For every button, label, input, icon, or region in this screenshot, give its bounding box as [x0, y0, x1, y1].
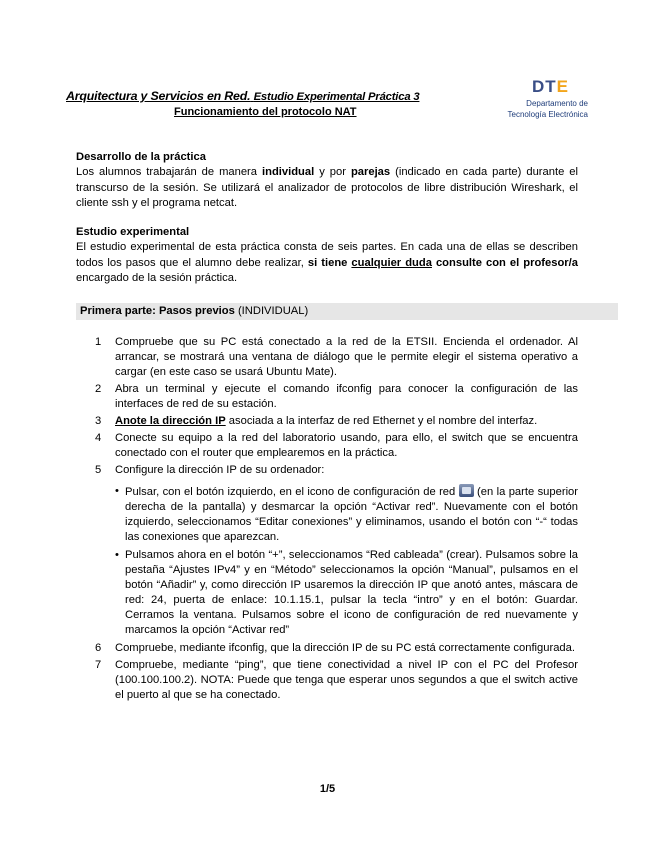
logo-e: E	[556, 77, 570, 96]
part1-heading-bar: Primera parte: Pasos previos (INDIVIDUAL)	[76, 303, 618, 320]
logo-department-name: Tecnología Electrónica	[507, 110, 588, 119]
bullet-item: • Pulsamos ahora en el botón “+”, seleccionamos “Red cableada” (crear). Pulsamos sobre la pestaña “Ajustes IPv4” y en “Método” seleccionamos la opción “Manual”, pulsamos en el botón “Añadir” y, como dirección IP usaremos la dirección IP que anotó antes, máscara de red: 24, puerta de enlace: 10.1.15.1, pulsar la tecla “intro” y en el botón: Guardar. Cerramos la ventana. Pulsamos sobre el icono de configuración de red nuevamente y marcamos la opción “Activar red”	[115, 549, 578, 636]
list-item: 7 Compruebe, mediante “ping”, que tiene conectividad a nivel IP con el PC del Profesor (100.100.100.2). NOTA: Puede que tenga que esperar unos segundos a que el switch active el puerto al que se ha conectado.	[95, 659, 578, 701]
document-subtitle: Funcionamiento del protocolo NAT	[174, 106, 357, 118]
logo-dt: DT	[532, 77, 557, 96]
dte-logo	[500, 77, 596, 123]
steps-list	[95, 335, 578, 705]
title-sub: Estudio Experimental Práctica 3	[253, 91, 420, 103]
list-item: 3 Anote la dirección IP asociada a la interfaz de red Ethernet y el nombre del interfaz.	[95, 415, 538, 427]
title-main: Arquitectura y Servicios en Red.	[66, 89, 251, 103]
logo-department: Departamento de	[526, 99, 588, 108]
list-item: 5 Configure la dirección IP de su ordenador:	[95, 464, 325, 476]
network-config-icon	[459, 484, 474, 497]
list-item: 6 Compruebe, mediante ifconfig, que la dirección IP de su PC está correctamente configurada.	[95, 642, 575, 654]
dte-logo-mark	[532, 77, 569, 97]
estudio-heading: Estudio experimental	[76, 226, 190, 239]
estudio-paragraph: El estudio experimental de esta práctica consta de seis partes. En cada una de ellas se describen todos los pasos que el alumno debe realizar, si tiene cualquier duda consulte con el profesor/a encargado de la sesión práctica.	[76, 241, 578, 285]
list-item: 4 Conecte su equipo a la red del laboratorio usando, para ello, el switch que se encuentra conectado con el router que emplearemos en la práctica.	[95, 432, 578, 459]
desarrollo-paragraph: Los alumnos trabajarán de manera individual y por parejas (indicado en cada parte) durante el transcurso de la sesión. Se utilizará el analizador de protocolos de libre distribución Wireshark, el cliente ssh y el programa netcat.	[76, 166, 578, 209]
document-title	[66, 89, 419, 103]
bullet-item: • Pulsar, con el botón izquierdo, en el icono de configuración de red (en la parte superior derecha de la pantalla) y desmarcar la opción “Activar red”. Nuevamente con el botón izquierdo, seleccionamos “Editar conexiones” y eliminamos, usando el botón con “-“ todas las conexiones que aparezcan.	[115, 485, 578, 543]
page-number: 1/5	[319, 783, 336, 795]
desarrollo-heading: Desarrollo de la práctica	[76, 151, 206, 163]
step5-bullets	[95, 484, 578, 638]
intro-sections	[76, 150, 578, 286]
list-item: 1 Compruebe que su PC está conectado a la red de la ETSII. Encienda el ordenador. Al arrancar, se mostrará una ventana de diálogo que le permite elegir el sistema operativo a cargar (en este caso se usará Ubuntu Mate).	[95, 336, 578, 378]
list-item: 2 Abra un terminal y ejecute el comando ifconfig para conocer la configuración de las interfaces de red de su estación.	[95, 383, 578, 410]
